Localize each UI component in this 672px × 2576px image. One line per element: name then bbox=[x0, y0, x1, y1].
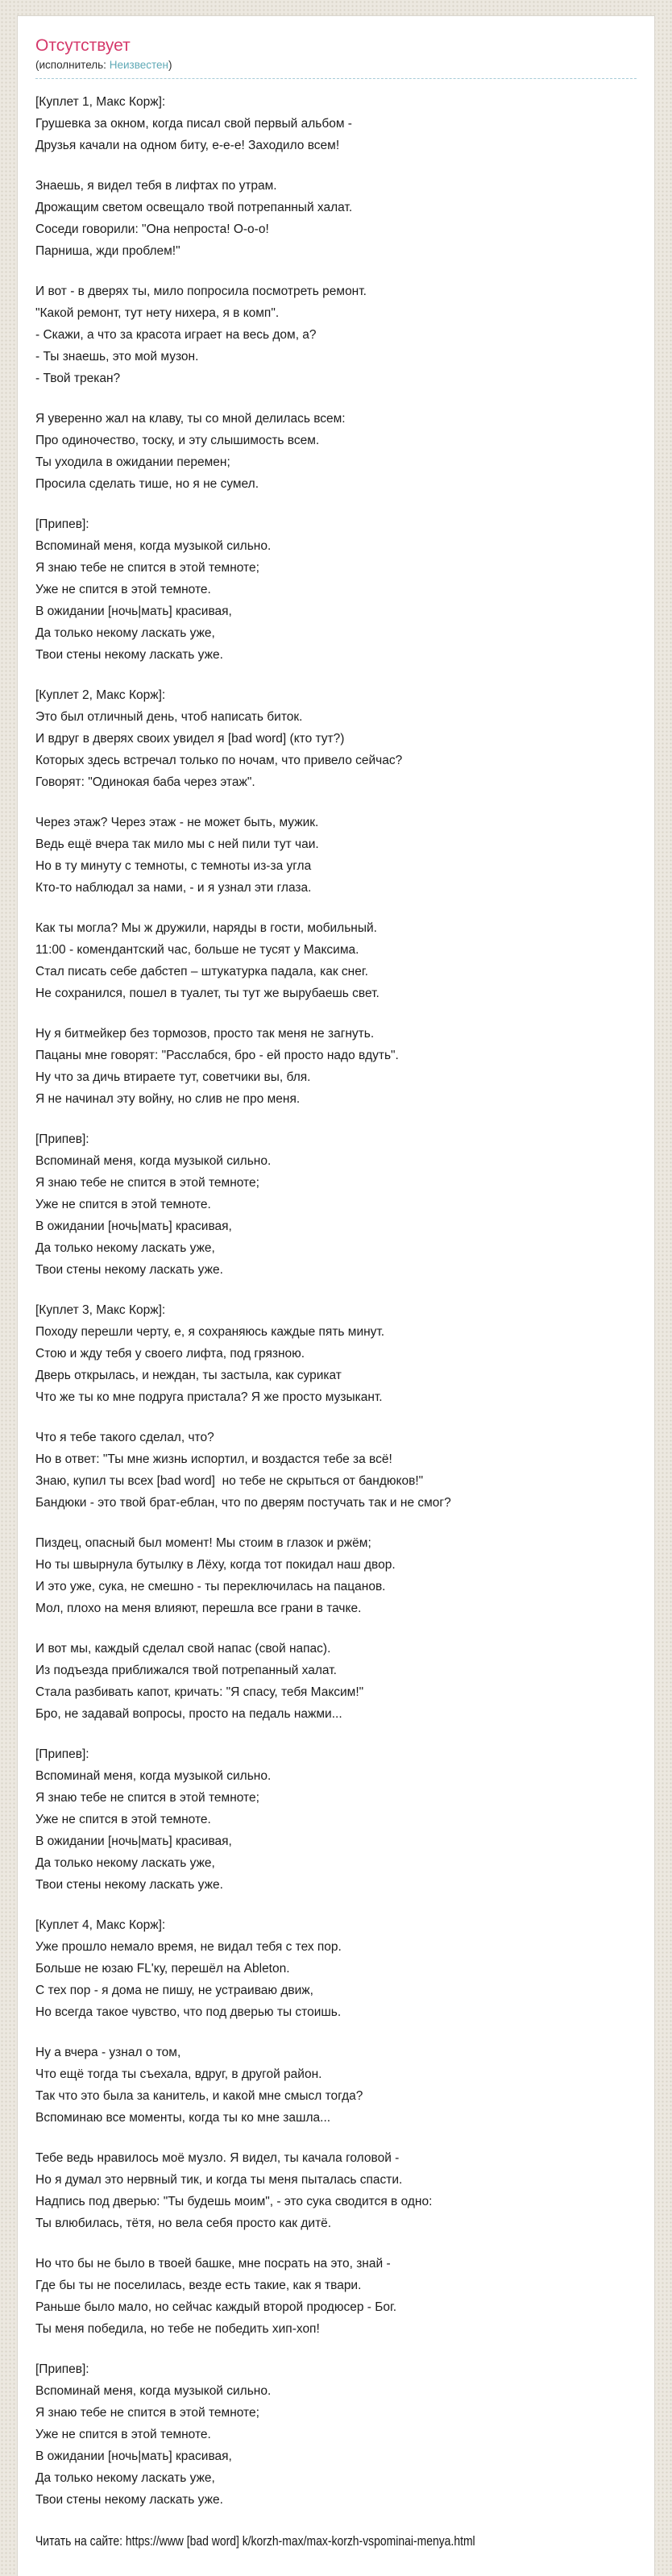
lyrics-line: [Куплет 2, Макс Корж]: bbox=[35, 688, 166, 703]
lyrics-line: Знаешь, я видел тебя в лифтах по утрам. bbox=[35, 179, 277, 193]
lyrics-line: Вспоминай меня, когда музыкой сильно. bbox=[35, 2384, 272, 2399]
lyrics-line: Я не начинал эту войну, но слив не про меня. bbox=[35, 1092, 301, 1107]
lyrics-line: Что же ты ко мне подруга пристала? Я же просто музыкант. bbox=[35, 1390, 383, 1405]
lyrics-line: - Твой трекан? bbox=[35, 372, 121, 386]
lyrics-line: Твои стены некому ласкать уже. bbox=[35, 648, 223, 663]
lyrics-line: Где бы ты не поселилась, везде есть такие, как я твари. bbox=[35, 2279, 362, 2293]
lyrics-line: "Какой ремонт, тут нету нихера, я в комп". bbox=[35, 306, 280, 321]
lyrics-stanza bbox=[35, 280, 637, 389]
lyrics-line: Ведь ещё вчера так мило мы с ней пили тут чаи. bbox=[35, 837, 319, 852]
lyrics-stanza bbox=[35, 1914, 637, 2023]
lyrics-line: Как ты могла? Мы ж дружили, наряды в гости, мобильный. bbox=[35, 921, 377, 936]
lyrics-line: Бро, не задавай вопросы, просто на педаль нажми... bbox=[35, 1707, 342, 1722]
lyrics-line: Но в ответ: "Ты мне жизнь испортил, и воздастся тебе за всё! bbox=[35, 1452, 392, 1467]
lyrics-line: [Припев]: bbox=[35, 1132, 89, 1147]
lyrics-line: - Ты знаешь, это мой музон. bbox=[35, 350, 199, 364]
lyrics-line: Твои стены некому ласкать уже. bbox=[35, 1263, 223, 1278]
lyrics-line: Больше не юзаю FL'ку, перешёл на Ableton. bbox=[35, 1962, 290, 1976]
lyrics-stanza bbox=[35, 917, 637, 1004]
lyrics-line: - Скажи, а что за красота играет на весь дом, а? bbox=[35, 328, 317, 343]
lyrics-stanza bbox=[35, 2253, 637, 2340]
lyrics-line: Парниша, жди проблем!" bbox=[35, 244, 180, 259]
lyrics-line: 11:00 - комендантский час, больше не тусят у Максима. bbox=[35, 943, 359, 958]
artist-label: (исполнитель: bbox=[35, 59, 106, 72]
lyrics-line: Твои стены некому ласкать уже. bbox=[35, 1878, 223, 1893]
lyrics-line: Ну что за дичь втираете тут, советчики вы, бля. bbox=[35, 1070, 311, 1085]
lyrics-stanza bbox=[35, 1638, 637, 1725]
lyrics-line: [Припев]: bbox=[35, 2362, 89, 2377]
lyrics-line: Говорят: "Одинокая баба через этаж". bbox=[35, 775, 255, 790]
lyrics-line: Дверь открылась, и неждан, ты застыла, как сурикат bbox=[35, 1369, 342, 1383]
lyrics-text bbox=[35, 91, 637, 2511]
lyrics-line: Но я думал это нервный тик, и когда ты меня пыталась спасти. bbox=[35, 2173, 403, 2188]
lyrics-stanza bbox=[35, 2358, 637, 2511]
lyrics-line: Ну я битмейкер без тормозов, просто так меня не загнуть. bbox=[35, 1027, 375, 1041]
lyrics-line: Да только некому ласкать уже, bbox=[35, 1856, 215, 1871]
lyrics-line: Из подъезда приближался твой потрепанный халат. bbox=[35, 1664, 337, 1678]
lyrics-line: И это уже, сука, не смешно - ты переключилась на пацанов. bbox=[35, 1580, 386, 1594]
lyrics-line: Раньше было мало, но сейчас каждый второй продюсер - Бог. bbox=[35, 2300, 397, 2315]
lyrics-card bbox=[18, 16, 654, 2576]
lyrics-line: Которых здесь встречал только по ночам, что привело сейчас? bbox=[35, 754, 403, 768]
lyrics-line: Знаю, купил ты всех [bad word] но тебе не скрыться от бандюков!" bbox=[35, 1474, 424, 1489]
lyrics-line: Я уверенно жал на клаву, ты со мной делилась всем: bbox=[35, 412, 346, 426]
lyrics-line: Соседи говорили: "Она непроста! О-о-о! bbox=[35, 222, 269, 237]
lyrics-line: Ну а вчера - узнал о том, bbox=[35, 2046, 181, 2060]
lyrics-line: Дрожащим светом освещало твой потрепанный халат. bbox=[35, 201, 353, 215]
lyrics-stanza bbox=[35, 1299, 637, 1408]
artist-suffix: ) bbox=[168, 59, 172, 72]
lyrics-line: Пиздец, опасный был момент! Мы стоим в глазок и ржём; bbox=[35, 1536, 371, 1551]
artist-line bbox=[35, 59, 637, 79]
lyrics-stanza bbox=[35, 1427, 637, 1514]
lyrics-line: Про одиночество, тоску, и эту слышимость всем. bbox=[35, 434, 320, 448]
lyrics-line: Уже не спится в этой темноте. bbox=[35, 1198, 211, 1212]
lyrics-line: И вот - в дверях ты, мило попросила посмотреть ремонт. bbox=[35, 285, 367, 299]
lyrics-line: Походу перешли черту, е, я сохраняюсь каждые пять минут. bbox=[35, 1325, 385, 1340]
lyrics-line: Твои стены некому ласкать уже. bbox=[35, 2493, 223, 2507]
lyrics-line: [Куплет 4, Макс Корж]: bbox=[35, 1918, 166, 1933]
lyrics-stanza bbox=[35, 175, 637, 262]
lyrics-line: В ожидании [ночь|мать] красивая, bbox=[35, 605, 232, 619]
lyrics-line: Грушевка за окном, когда писал свой первый альбом - bbox=[35, 117, 352, 131]
lyrics-line: Мол, плохо на меня влияют, перешла все грани в тачке. bbox=[35, 1602, 362, 1616]
lyrics-line: Вспоминаю все моменты, когда ты ко мне зашла... bbox=[35, 2111, 331, 2125]
lyrics-line: Просила сделать тише, но я не сумел. bbox=[35, 477, 259, 492]
lyrics-line: Уже не спится в этой темноте. bbox=[35, 2428, 211, 2442]
lyrics-line: Пацаны мне говорят: "Расслабся, бро - ей просто надо вдуть". bbox=[35, 1049, 399, 1063]
lyrics-line: Это был отличный день, чтоб написать биток. bbox=[35, 710, 303, 725]
lyrics-line: Не сохранился, пошел в туалет, ты тут же вырубаешь свет. bbox=[35, 987, 380, 1001]
lyrics-line: Я знаю тебе не спится в этой темноте; bbox=[35, 1176, 259, 1190]
lyrics-line: Но ты швырнула бутылку в Лёху, когда тот покидал наш двор. bbox=[35, 1558, 396, 1573]
lyrics-line: В ожидании [ночь|мать] красивая, bbox=[35, 1834, 232, 1849]
lyrics-line: Да только некому ласкать уже, bbox=[35, 2471, 215, 2486]
lyrics-line: Я знаю тебе не спится в этой темноте; bbox=[35, 1791, 259, 1805]
lyrics-line: [Куплет 1, Макс Корж]: bbox=[35, 95, 166, 110]
lyrics-line: Друзья качали на одном биту, е-е-е! Заходило всем! bbox=[35, 139, 340, 153]
lyrics-line: Через этаж? Через этаж - не может быть, мужик. bbox=[35, 816, 319, 830]
lyrics-line: Уже не спится в этой темноте. bbox=[35, 583, 211, 597]
lyrics-stanza bbox=[35, 684, 637, 793]
lyrics-line: [Припев]: bbox=[35, 1747, 89, 1762]
lyrics-line: Бандюки - это твой брат-еблан, что по дверям постучать так и не смог? bbox=[35, 1496, 451, 1510]
lyrics-stanza bbox=[35, 1128, 637, 1281]
lyrics-stanza bbox=[35, 2147, 637, 2234]
lyrics-line: В ожидании [ночь|мать] красивая, bbox=[35, 2449, 232, 2464]
lyrics-line: Но всегда такое чувство, что под дверью ты стоишь. bbox=[35, 2005, 342, 2020]
lyrics-line: Я знаю тебе не спится в этой темноте; bbox=[35, 2406, 259, 2420]
lyrics-line: Стал писать себе дабстеп – штукатурка падала, как снег. bbox=[35, 965, 368, 979]
page-title: Отсутствует bbox=[35, 36, 131, 55]
lyrics-stanza bbox=[35, 91, 637, 156]
lyrics-stanza bbox=[35, 1743, 637, 1896]
lyrics-line: Что я тебе такого сделал, что? bbox=[35, 1431, 214, 1445]
lyrics-line: Ты меня победила, но тебе не победить хип-хоп! bbox=[35, 2322, 320, 2337]
lyrics-line: С тех пор - я дома не пишу, не устраиваю движ, bbox=[35, 1984, 313, 1998]
lyrics-line: Уже прошло немало время, не видал тебя с тех пор. bbox=[35, 1940, 342, 1955]
lyrics-line: Тебе ведь нравилось моё музло. Я видел, ты качала головой - bbox=[35, 2151, 400, 2166]
read-on-site-text: Читать на сайте: https://www [bad word] k/korzh-max/max-korzh-vspominai-menya.html bbox=[35, 2533, 475, 2549]
lyrics-line: Вспоминай меня, когда музыкой сильно. bbox=[35, 1769, 272, 1784]
lyrics-line: Но в ту минуту с темноты, с темноты из-за угла bbox=[35, 859, 312, 874]
lyrics-line: Кто-то наблюдал за нами, - и я узнал эти глаза. bbox=[35, 881, 312, 895]
lyrics-line: Да только некому ласкать уже, bbox=[35, 626, 215, 641]
lyrics-stanza bbox=[35, 1532, 637, 1619]
lyrics-line: И вот мы, каждый сделал свой напас (свой напас). bbox=[35, 1642, 331, 1656]
lyrics-stanza bbox=[35, 1023, 637, 1110]
lyrics-line: В ожидании [ночь|мать] красивая, bbox=[35, 1219, 232, 1234]
lyrics-line: Стала разбивать капот, кричать: "Я спасу, тебя Максим!" bbox=[35, 1685, 364, 1700]
lyrics-line: Я знаю тебе не спится в этой темноте; bbox=[35, 561, 259, 575]
lyrics-line: [Куплет 3, Макс Корж]: bbox=[35, 1303, 166, 1318]
lyrics-line: Так что это была за канитель, и какой мне смысл тогда? bbox=[35, 2089, 363, 2104]
lyrics-stanza bbox=[35, 513, 637, 666]
lyrics-line: Но что бы не было в твоей башке, мне посрать на это, знай - bbox=[35, 2257, 391, 2271]
lyrics-stanza bbox=[35, 408, 637, 495]
lyrics-line: Стою и жду тебя у своего лифта, под грязною. bbox=[35, 1347, 305, 1361]
lyrics-line: Ты уходила в ожидании перемен; bbox=[35, 455, 230, 470]
lyrics-line: И вдруг в дверях своих увидел я [bad word] (кто тут?) bbox=[35, 732, 345, 746]
lyrics-line: Надпись под дверью: "Ты будешь моим", - это сука сводится в одно: bbox=[35, 2195, 433, 2209]
lyrics-line: Уже не спится в этой темноте. bbox=[35, 1813, 211, 1827]
lyrics-stanza bbox=[35, 812, 637, 899]
lyrics-line: Вспоминай меня, когда музыкой сильно. bbox=[35, 539, 272, 554]
artist-link[interactable]: Неизвестен bbox=[109, 59, 168, 72]
lyrics-line: Да только некому ласкать уже, bbox=[35, 1241, 215, 1256]
lyrics-line: Ты влюбилась, тётя, но вела себя просто как дитё. bbox=[35, 2217, 332, 2231]
lyrics-line: Что ещё тогда ты съехала, вдруг, в другой район. bbox=[35, 2067, 322, 2082]
lyrics-line: Вспоминай меня, когда музыкой сильно. bbox=[35, 1154, 272, 1169]
lyrics-stanza bbox=[35, 2042, 637, 2129]
lyrics-line: [Припев]: bbox=[35, 517, 89, 532]
